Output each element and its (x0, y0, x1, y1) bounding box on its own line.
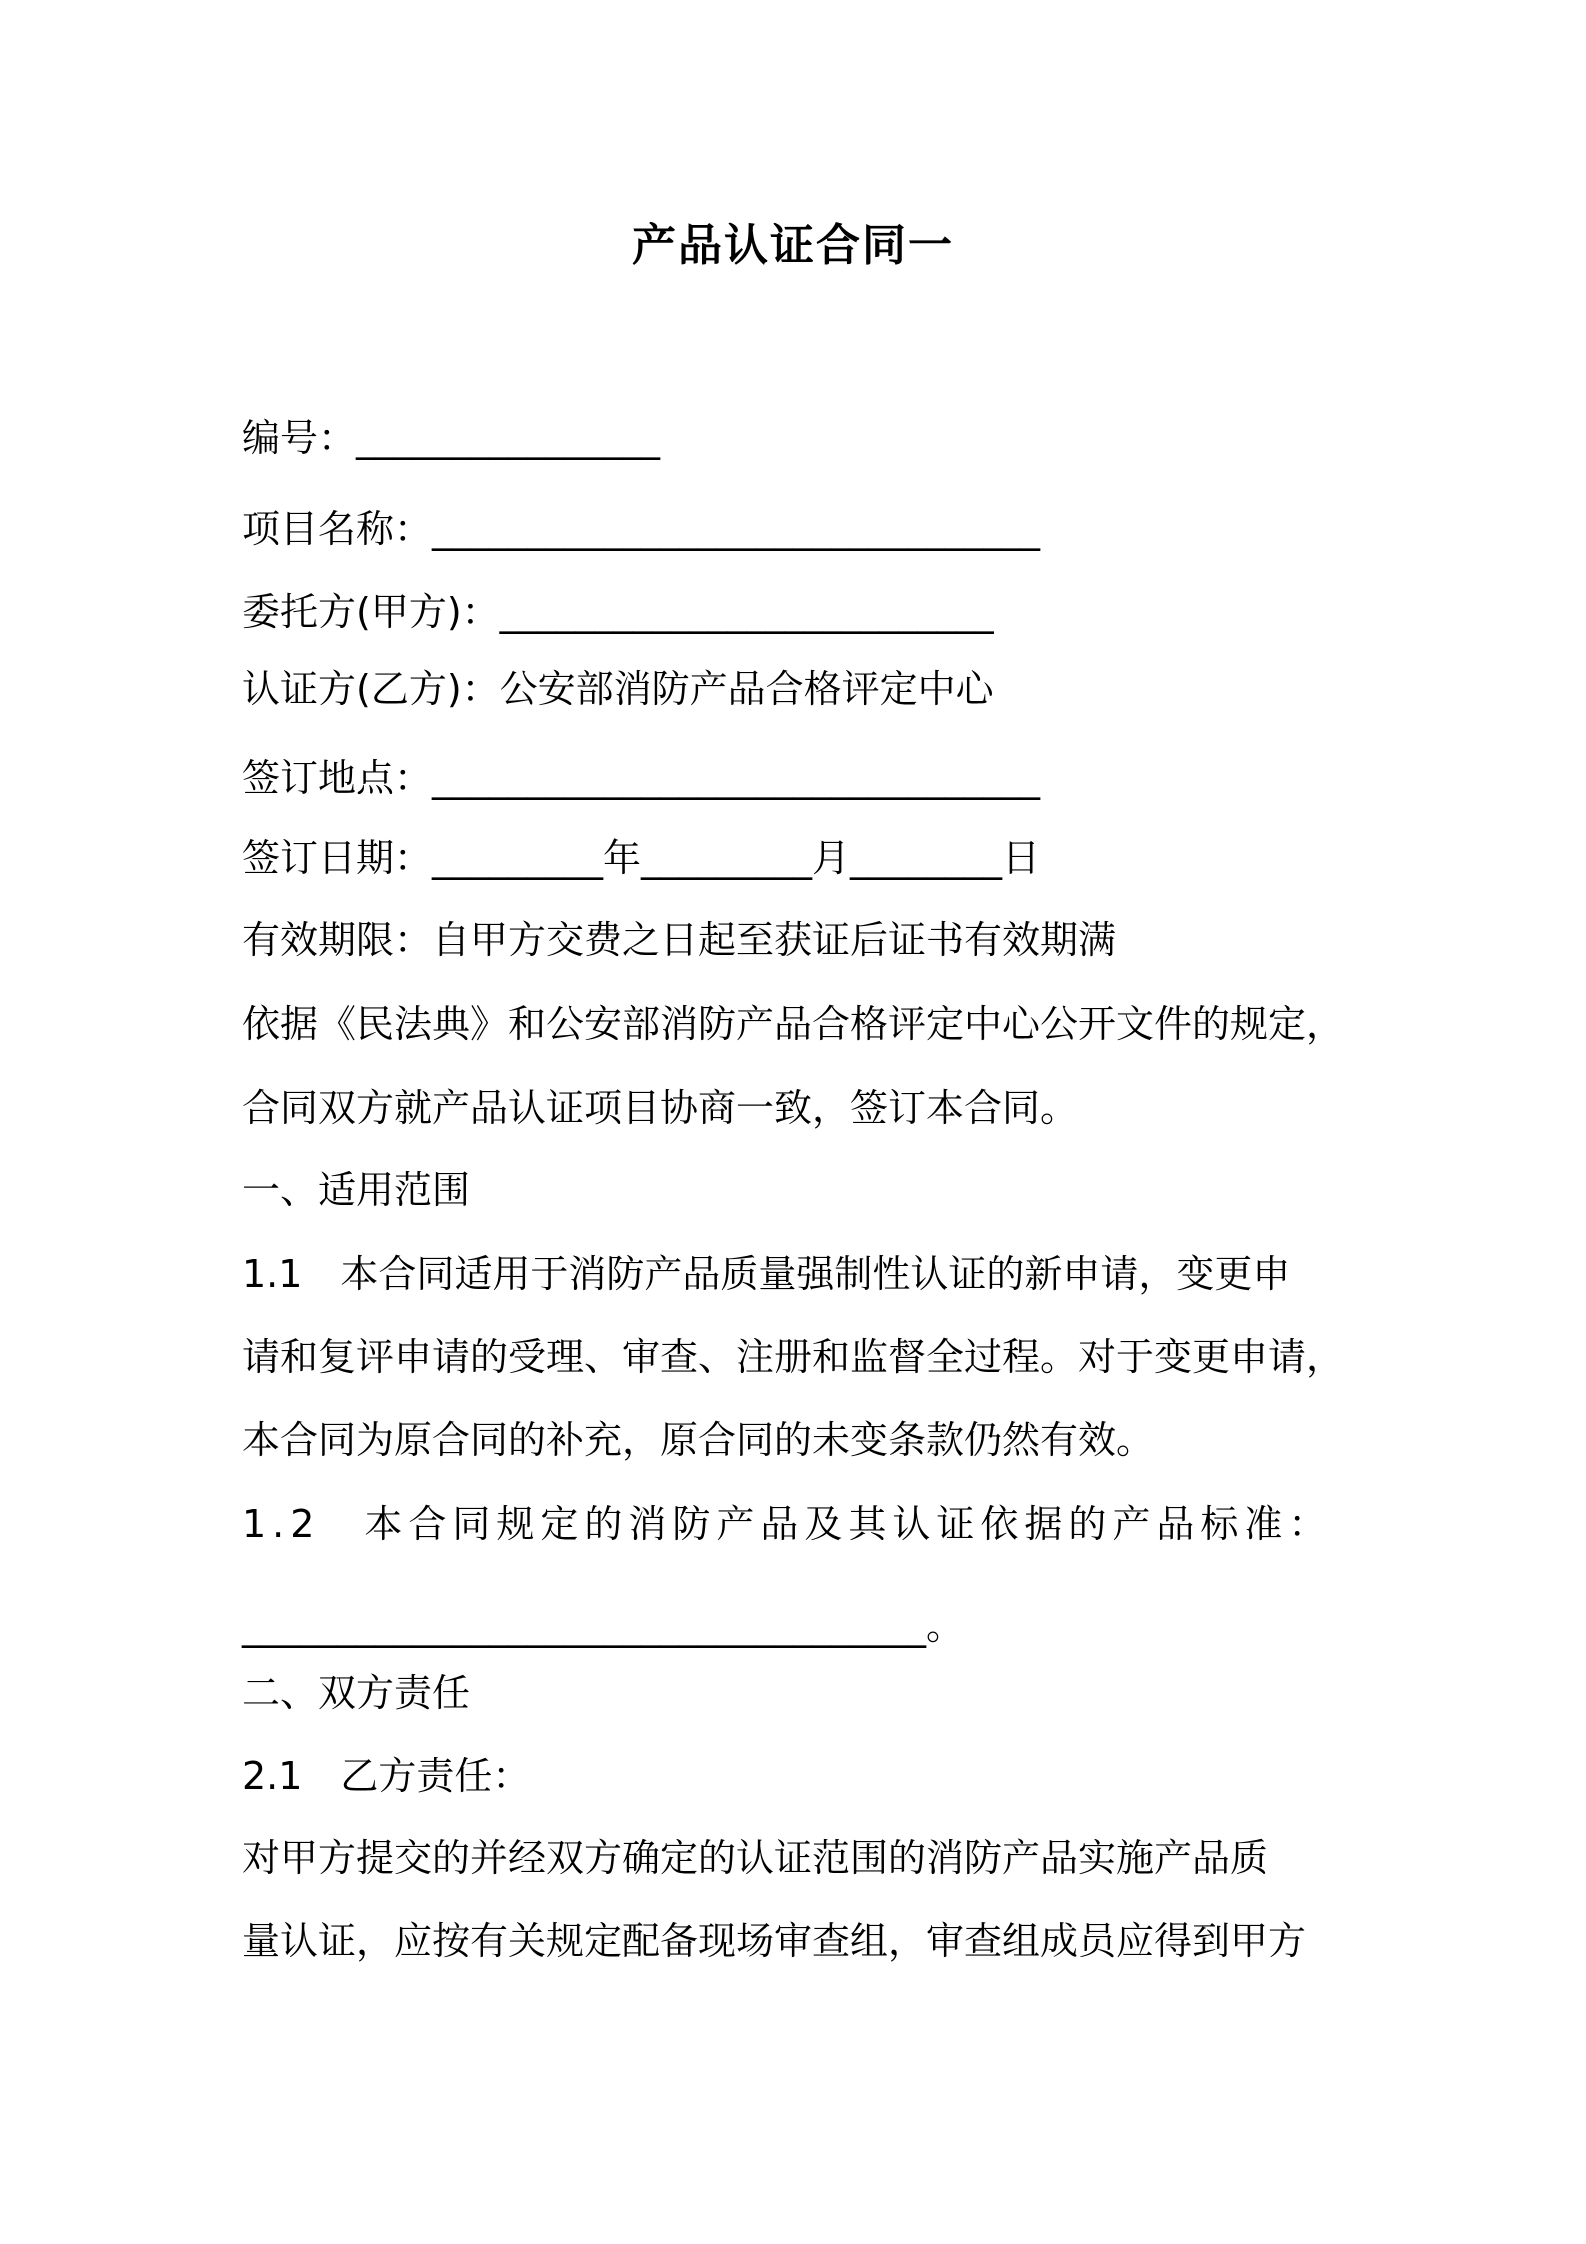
field-project-name: 项目名称：________________________________ (242, 507, 1041, 551)
field-certifier-party-b: 认证方(乙方)：公安部消防产品合格评定中心 (242, 667, 994, 711)
field-signing-place: 签订地点：________________________________ (242, 756, 1041, 800)
clause-2-1-line: 量认证，应按有关规定配备现场审查组，审查组成员应得到甲方 (242, 1919, 1307, 1963)
clause-1-1-line: 1.1 本合同适用于消防产品质量强制性认证的新申请，变更申 (242, 1252, 1291, 1296)
clause-1-1-line: 本合同为原合同的补充，原合同的未变条款仍然有效。 (242, 1418, 1155, 1462)
field-validity-period: 有效期限：自甲方交费之日起至获证后证书有效期满 (242, 918, 1117, 962)
document-title: 产品认证合同一 (632, 220, 954, 271)
paragraph-preamble-line: 合同双方就产品认证项目协商一致，签订本合同。 (242, 1086, 1079, 1130)
clause-1-2-blank: ____________________________________。 (242, 1604, 965, 1648)
clause-2-1-line: 对甲方提交的并经双方确定的认证范围的消防产品实施产品质 (242, 1836, 1269, 1880)
clause-2-1-heading: 2.1 乙方责任： (242, 1754, 531, 1798)
field-client-party-a: 委托方(甲方)：__________________________ (242, 590, 994, 634)
clause-1-1-line: 请和复评申请的受理、审查、注册和监督全过程。对于变更申请， (242, 1335, 1345, 1379)
clause-1-2-line: 1.2 本合同规定的消防产品及其认证依据的产品标准： (242, 1502, 1333, 1546)
paragraph-preamble-line: 依据《民法典》和公安部消防产品合格评定中心公开文件的规定， (242, 1002, 1345, 1046)
field-contract-number: 编号：________________ (242, 416, 661, 460)
section-heading-responsibilities: 二、双方责任 (242, 1671, 471, 1715)
field-signing-date: 签订日期：_________年_________月________日 (242, 836, 1041, 880)
section-heading-scope: 一、适用范围 (242, 1168, 471, 1212)
